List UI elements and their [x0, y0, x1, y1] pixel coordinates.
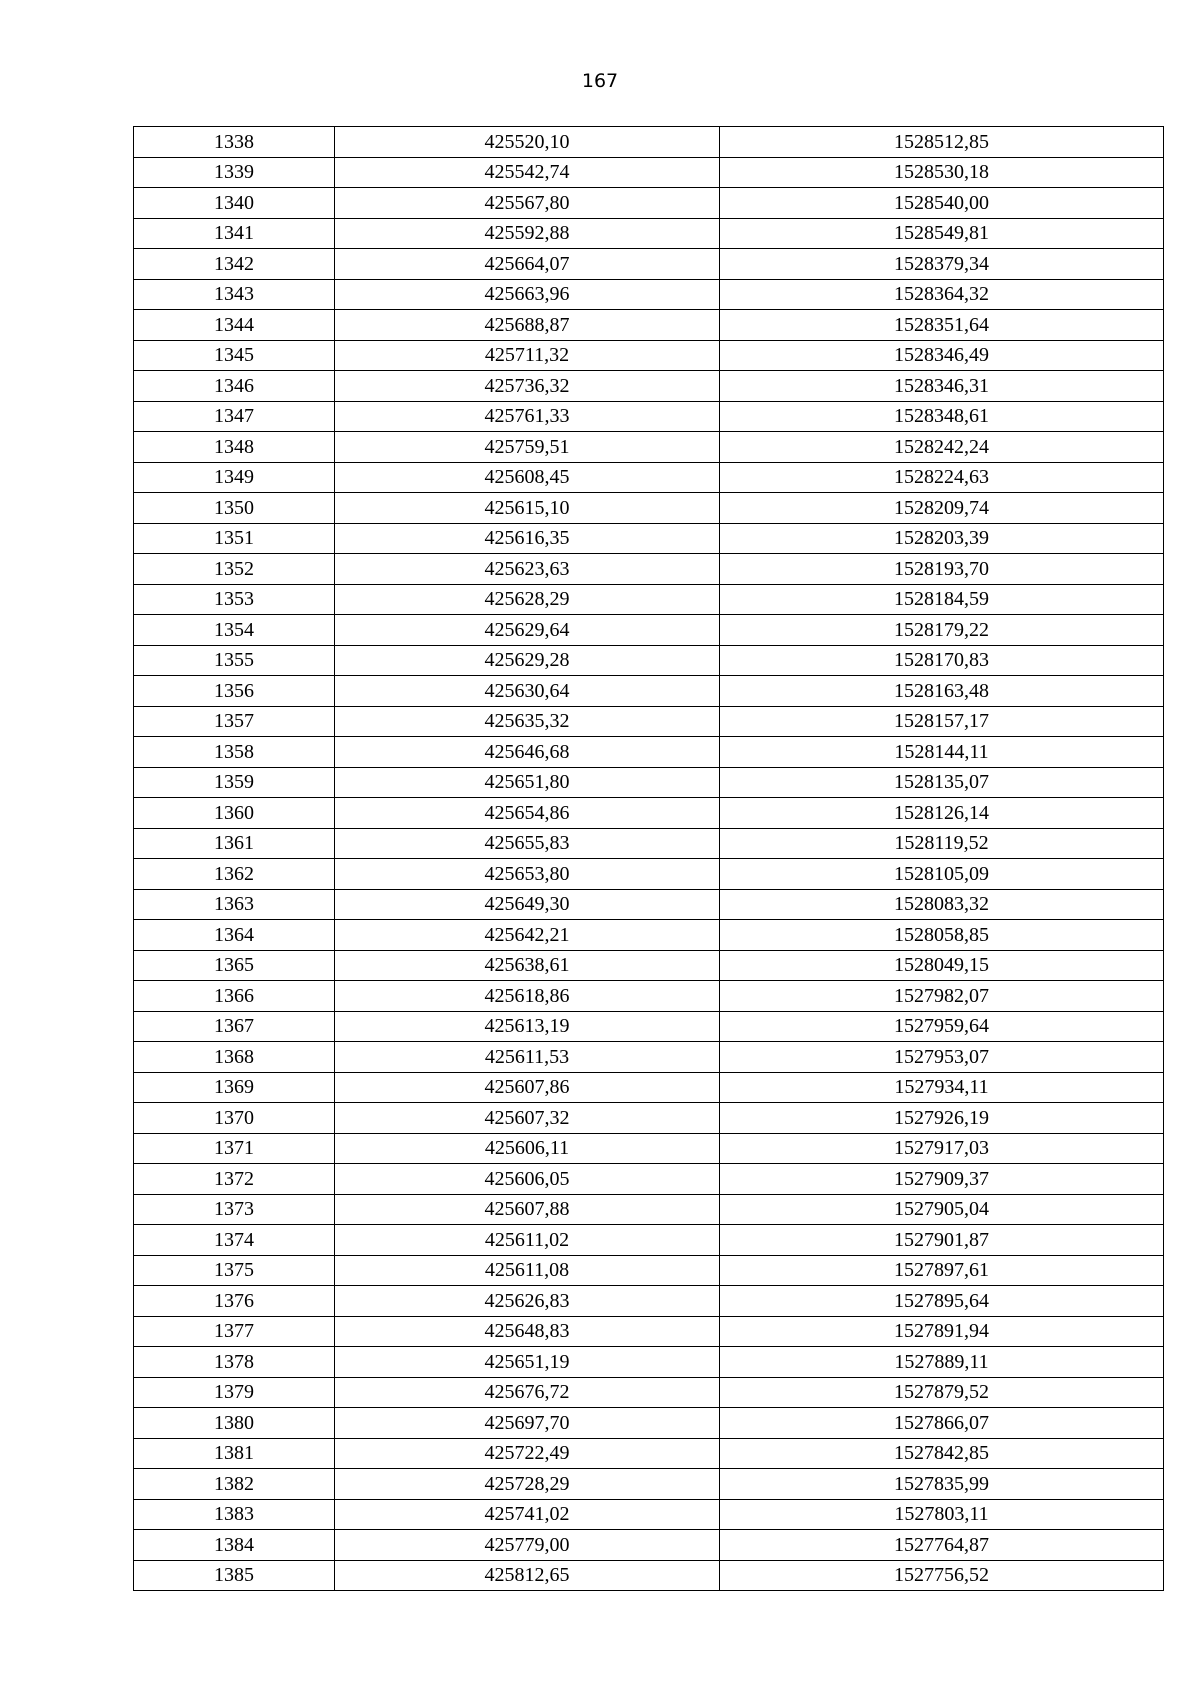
- table-row: [134, 1347, 1164, 1378]
- x-coordinate-cell: 425653,80: [335, 859, 720, 890]
- point-number-cell: 1358: [134, 737, 335, 768]
- point-number-cell: 1347: [134, 401, 335, 432]
- point-number-cell: 1364: [134, 920, 335, 951]
- point-number-cell: 1377: [134, 1316, 335, 1347]
- table-row: [134, 676, 1164, 707]
- y-coordinate-cell: 1527905,04: [720, 1194, 1164, 1225]
- table-row: [134, 1286, 1164, 1317]
- table-row: [134, 981, 1164, 1012]
- table-row: [134, 493, 1164, 524]
- table-row: [134, 1499, 1164, 1530]
- x-coordinate-cell: 425761,33: [335, 401, 720, 432]
- point-number-cell: 1365: [134, 950, 335, 981]
- point-number-cell: 1371: [134, 1133, 335, 1164]
- table-row: [134, 462, 1164, 493]
- table-row: [134, 1103, 1164, 1134]
- x-coordinate-cell: 425542,74: [335, 157, 720, 188]
- x-coordinate-cell: 425664,07: [335, 249, 720, 280]
- table-row: [134, 1133, 1164, 1164]
- x-coordinate-cell: 425638,61: [335, 950, 720, 981]
- point-number-cell: 1350: [134, 493, 335, 524]
- x-coordinate-cell: 425654,86: [335, 798, 720, 829]
- point-number-cell: 1373: [134, 1194, 335, 1225]
- table-row: [134, 1560, 1164, 1591]
- y-coordinate-cell: 1528119,52: [720, 828, 1164, 859]
- y-coordinate-cell: 1528512,85: [720, 127, 1164, 158]
- point-number-cell: 1346: [134, 371, 335, 402]
- table-row: [134, 432, 1164, 463]
- y-coordinate-cell: 1527756,52: [720, 1560, 1164, 1591]
- x-coordinate-cell: 425613,19: [335, 1011, 720, 1042]
- table-row: [134, 828, 1164, 859]
- y-coordinate-cell: 1528364,32: [720, 279, 1164, 310]
- table-row: [134, 859, 1164, 890]
- point-number-cell: 1357: [134, 706, 335, 737]
- point-number-cell: 1354: [134, 615, 335, 646]
- x-coordinate-cell: 425651,80: [335, 767, 720, 798]
- point-number-cell: 1343: [134, 279, 335, 310]
- table-row: [134, 1255, 1164, 1286]
- y-coordinate-cell: 1527835,99: [720, 1469, 1164, 1500]
- point-number-cell: 1378: [134, 1347, 335, 1378]
- point-number-cell: 1363: [134, 889, 335, 920]
- point-number-cell: 1359: [134, 767, 335, 798]
- table-row: [134, 1011, 1164, 1042]
- x-coordinate-cell: 425618,86: [335, 981, 720, 1012]
- x-coordinate-cell: 425688,87: [335, 310, 720, 341]
- x-coordinate-cell: 425655,83: [335, 828, 720, 859]
- y-coordinate-cell: 1528163,48: [720, 676, 1164, 707]
- x-coordinate-cell: 425611,53: [335, 1042, 720, 1073]
- point-number-cell: 1370: [134, 1103, 335, 1134]
- y-coordinate-cell: 1528530,18: [720, 157, 1164, 188]
- y-coordinate-cell: 1527917,03: [720, 1133, 1164, 1164]
- y-coordinate-cell: 1528540,00: [720, 188, 1164, 219]
- y-coordinate-cell: 1527926,19: [720, 1103, 1164, 1134]
- point-number-cell: 1369: [134, 1072, 335, 1103]
- point-number-cell: 1361: [134, 828, 335, 859]
- y-coordinate-cell: 1528379,34: [720, 249, 1164, 280]
- table-row: [134, 127, 1164, 158]
- page-number: 167: [581, 70, 619, 92]
- y-coordinate-cell: 1527879,52: [720, 1377, 1164, 1408]
- table-row: [134, 1194, 1164, 1225]
- table-row: [134, 950, 1164, 981]
- point-number-cell: 1380: [134, 1408, 335, 1439]
- x-coordinate-cell: 425629,64: [335, 615, 720, 646]
- point-number-cell: 1356: [134, 676, 335, 707]
- table-row: [134, 340, 1164, 371]
- x-coordinate-cell: 425611,08: [335, 1255, 720, 1286]
- point-number-cell: 1349: [134, 462, 335, 493]
- table-row: [134, 1316, 1164, 1347]
- x-coordinate-cell: 425606,11: [335, 1133, 720, 1164]
- x-coordinate-cell: 425697,70: [335, 1408, 720, 1439]
- y-coordinate-cell: 1528203,39: [720, 523, 1164, 554]
- x-coordinate-cell: 425741,02: [335, 1499, 720, 1530]
- x-coordinate-cell: 425623,63: [335, 554, 720, 585]
- point-number-cell: 1381: [134, 1438, 335, 1469]
- y-coordinate-cell: 1528058,85: [720, 920, 1164, 951]
- point-number-cell: 1372: [134, 1164, 335, 1195]
- point-number-cell: 1351: [134, 523, 335, 554]
- table-row: [134, 615, 1164, 646]
- table-row: [134, 920, 1164, 951]
- table-row: [134, 1530, 1164, 1561]
- x-coordinate-cell: 425628,29: [335, 584, 720, 615]
- x-coordinate-cell: 425629,28: [335, 645, 720, 676]
- x-coordinate-cell: 425567,80: [335, 188, 720, 219]
- y-coordinate-cell: 1527982,07: [720, 981, 1164, 1012]
- x-coordinate-cell: 425812,65: [335, 1560, 720, 1591]
- table-row: [134, 188, 1164, 219]
- y-coordinate-cell: 1528157,17: [720, 706, 1164, 737]
- table-row: [134, 1377, 1164, 1408]
- x-coordinate-cell: 425520,10: [335, 127, 720, 158]
- point-number-cell: 1384: [134, 1530, 335, 1561]
- x-coordinate-cell: 425616,35: [335, 523, 720, 554]
- x-coordinate-cell: 425651,19: [335, 1347, 720, 1378]
- table-row: [134, 1408, 1164, 1439]
- y-coordinate-cell: 1528105,09: [720, 859, 1164, 890]
- point-number-cell: 1355: [134, 645, 335, 676]
- y-coordinate-cell: 1528083,32: [720, 889, 1164, 920]
- table-row: [134, 523, 1164, 554]
- table-row: [134, 310, 1164, 341]
- point-number-cell: 1348: [134, 432, 335, 463]
- y-coordinate-cell: 1528348,61: [720, 401, 1164, 432]
- x-coordinate-cell: 425676,72: [335, 1377, 720, 1408]
- y-coordinate-cell: 1528135,07: [720, 767, 1164, 798]
- y-coordinate-cell: 1528170,83: [720, 645, 1164, 676]
- point-number-cell: 1367: [134, 1011, 335, 1042]
- x-coordinate-cell: 425611,02: [335, 1225, 720, 1256]
- point-number-cell: 1376: [134, 1286, 335, 1317]
- x-coordinate-cell: 425630,64: [335, 676, 720, 707]
- point-number-cell: 1352: [134, 554, 335, 585]
- point-number-cell: 1379: [134, 1377, 335, 1408]
- x-coordinate-cell: 425608,45: [335, 462, 720, 493]
- y-coordinate-cell: 1528144,11: [720, 737, 1164, 768]
- x-coordinate-cell: 425736,32: [335, 371, 720, 402]
- y-coordinate-cell: 1528193,70: [720, 554, 1164, 585]
- x-coordinate-cell: 425728,29: [335, 1469, 720, 1500]
- y-coordinate-cell: 1527842,85: [720, 1438, 1164, 1469]
- y-coordinate-cell: 1528049,15: [720, 950, 1164, 981]
- table-row: [134, 645, 1164, 676]
- coordinates-table: [133, 126, 1164, 1591]
- y-coordinate-cell: 1528346,49: [720, 340, 1164, 371]
- x-coordinate-cell: 425649,30: [335, 889, 720, 920]
- table-row: [134, 157, 1164, 188]
- point-number-cell: 1342: [134, 249, 335, 280]
- point-number-cell: 1341: [134, 218, 335, 249]
- table-row: [134, 1072, 1164, 1103]
- point-number-cell: 1366: [134, 981, 335, 1012]
- x-coordinate-cell: 425759,51: [335, 432, 720, 463]
- x-coordinate-cell: 425626,83: [335, 1286, 720, 1317]
- table-row: [134, 798, 1164, 829]
- x-coordinate-cell: 425607,32: [335, 1103, 720, 1134]
- y-coordinate-cell: 1527803,11: [720, 1499, 1164, 1530]
- x-coordinate-cell: 425663,96: [335, 279, 720, 310]
- y-coordinate-cell: 1527909,37: [720, 1164, 1164, 1195]
- table-row: [134, 218, 1164, 249]
- table-row: [134, 584, 1164, 615]
- point-number-cell: 1344: [134, 310, 335, 341]
- x-coordinate-cell: 425635,32: [335, 706, 720, 737]
- y-coordinate-cell: 1527895,64: [720, 1286, 1164, 1317]
- table-row: [134, 737, 1164, 768]
- point-number-cell: 1375: [134, 1255, 335, 1286]
- table-row: [134, 371, 1164, 402]
- x-coordinate-cell: 425722,49: [335, 1438, 720, 1469]
- y-coordinate-cell: 1528126,14: [720, 798, 1164, 829]
- table-row: [134, 1469, 1164, 1500]
- table-row: [134, 1225, 1164, 1256]
- y-coordinate-cell: 1528179,22: [720, 615, 1164, 646]
- point-number-cell: 1382: [134, 1469, 335, 1500]
- x-coordinate-cell: 425711,32: [335, 340, 720, 371]
- coordinates-table-body: [134, 127, 1164, 1591]
- y-coordinate-cell: 1527889,11: [720, 1347, 1164, 1378]
- y-coordinate-cell: 1528346,31: [720, 371, 1164, 402]
- table-row: [134, 889, 1164, 920]
- y-coordinate-cell: 1528184,59: [720, 584, 1164, 615]
- point-number-cell: 1362: [134, 859, 335, 890]
- y-coordinate-cell: 1527764,87: [720, 1530, 1164, 1561]
- table-row: [134, 279, 1164, 310]
- y-coordinate-cell: 1527866,07: [720, 1408, 1164, 1439]
- x-coordinate-cell: 425607,86: [335, 1072, 720, 1103]
- point-number-cell: 1353: [134, 584, 335, 615]
- table-row: [134, 767, 1164, 798]
- y-coordinate-cell: 1528242,24: [720, 432, 1164, 463]
- y-coordinate-cell: 1527901,87: [720, 1225, 1164, 1256]
- table-row: [134, 1438, 1164, 1469]
- x-coordinate-cell: 425615,10: [335, 493, 720, 524]
- point-number-cell: 1345: [134, 340, 335, 371]
- x-coordinate-cell: 425606,05: [335, 1164, 720, 1195]
- point-number-cell: 1340: [134, 188, 335, 219]
- table-row: [134, 1164, 1164, 1195]
- y-coordinate-cell: 1528224,63: [720, 462, 1164, 493]
- x-coordinate-cell: 425642,21: [335, 920, 720, 951]
- x-coordinate-cell: 425592,88: [335, 218, 720, 249]
- y-coordinate-cell: 1528209,74: [720, 493, 1164, 524]
- y-coordinate-cell: 1527959,64: [720, 1011, 1164, 1042]
- x-coordinate-cell: 425648,83: [335, 1316, 720, 1347]
- y-coordinate-cell: 1527934,11: [720, 1072, 1164, 1103]
- point-number-cell: 1368: [134, 1042, 335, 1073]
- x-coordinate-cell: 425607,88: [335, 1194, 720, 1225]
- y-coordinate-cell: 1528549,81: [720, 218, 1164, 249]
- point-number-cell: 1383: [134, 1499, 335, 1530]
- point-number-cell: 1339: [134, 157, 335, 188]
- y-coordinate-cell: 1527891,94: [720, 1316, 1164, 1347]
- table-row: [134, 249, 1164, 280]
- point-number-cell: 1360: [134, 798, 335, 829]
- point-number-cell: 1385: [134, 1560, 335, 1591]
- x-coordinate-cell: 425646,68: [335, 737, 720, 768]
- y-coordinate-cell: 1527897,61: [720, 1255, 1164, 1286]
- point-number-cell: 1338: [134, 127, 335, 158]
- table-row: [134, 401, 1164, 432]
- point-number-cell: 1374: [134, 1225, 335, 1256]
- table-row: [134, 706, 1164, 737]
- x-coordinate-cell: 425779,00: [335, 1530, 720, 1561]
- y-coordinate-cell: 1527953,07: [720, 1042, 1164, 1073]
- table-row: [134, 1042, 1164, 1073]
- table-row: [134, 554, 1164, 585]
- y-coordinate-cell: 1528351,64: [720, 310, 1164, 341]
